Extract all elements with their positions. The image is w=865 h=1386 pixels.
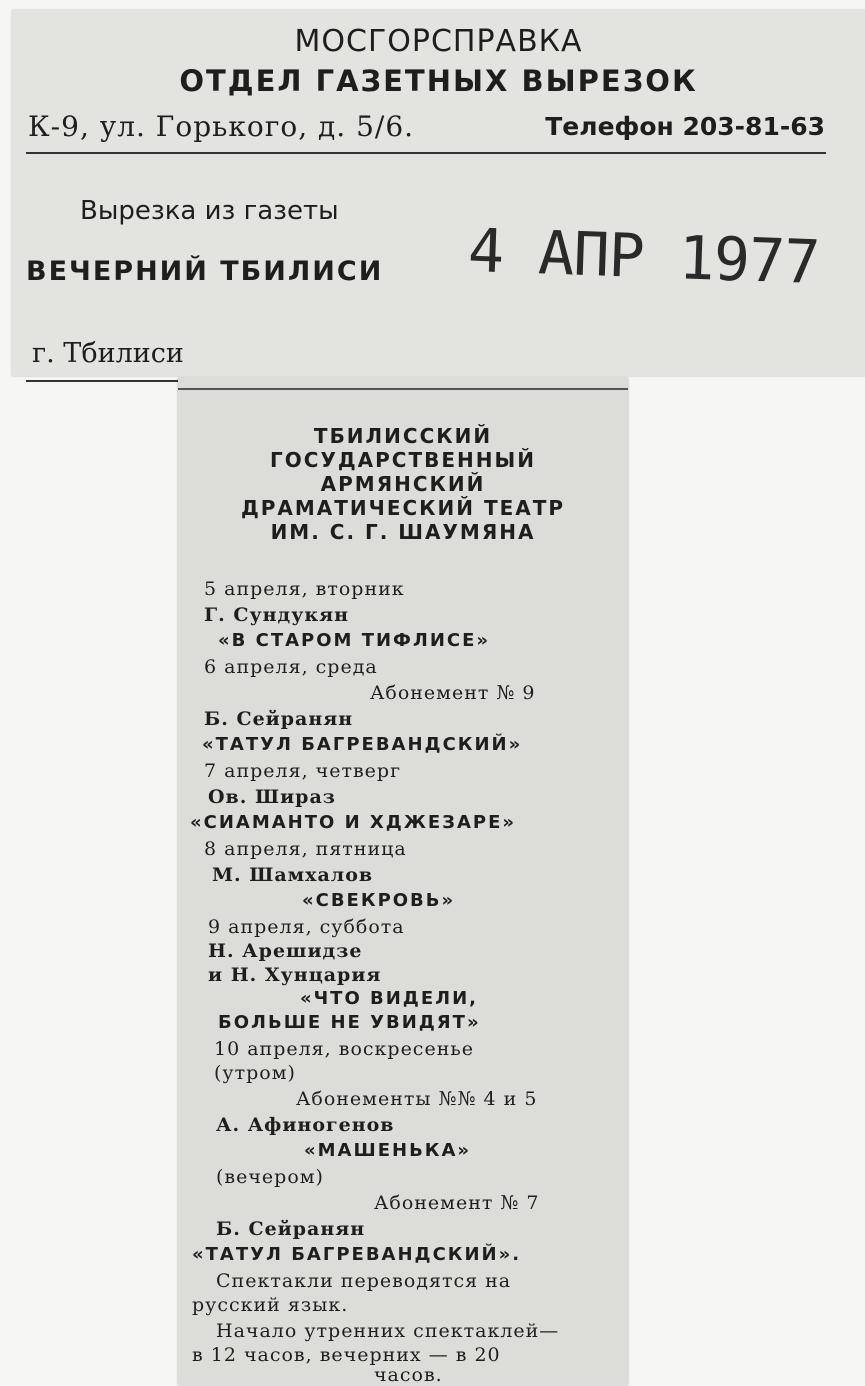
performance-time: (вечером) xyxy=(216,1166,324,1188)
play-title: «В СТАРОМ ТИФЛИСЕ» xyxy=(218,630,491,651)
playwright: Б. Сейранян xyxy=(204,708,354,730)
playwright: Г. Сундукян xyxy=(204,604,350,626)
theatre-name-line: ТБИЛИССКИЙ xyxy=(313,424,493,448)
theatre-name-line: АРМЯНСКИЙ xyxy=(320,472,486,496)
play-title: «СИАМАНТО И ХДЖЕЗАРЕ» xyxy=(190,812,516,833)
performance-date: 8 апреля, пятница xyxy=(204,838,407,860)
clipping-service-header xyxy=(12,10,865,376)
play-title: «СВЕКРОВЬ» xyxy=(302,890,456,911)
city: г. Тбилиси xyxy=(32,338,184,369)
play-title: «ЧТО ВИДЕЛИ, xyxy=(300,988,478,1009)
performance-date: 7 апреля, четверг xyxy=(204,760,402,782)
address: К-9, ул. Горького, д. 5/6. xyxy=(28,110,415,143)
performance-date: 9 апреля, суббота xyxy=(208,916,405,938)
note-line: в 12 часов, вечерних — в 20 xyxy=(192,1344,501,1366)
subscription-note: Абонементы №№ 4 и 5 xyxy=(296,1088,538,1110)
play-title: «ТАТУЛ БАГРЕВАНДСКИЙ» xyxy=(202,734,523,755)
date-stamp: 4 АПР 1977 xyxy=(466,215,821,299)
playwright: Н. Арешидзе xyxy=(208,940,363,962)
play-title: БОЛЬШЕ НЕ УВИДЯТ» xyxy=(218,1012,481,1033)
organization-name: МОСГОРСПРАВКА xyxy=(294,24,583,59)
note-line: Спектакли переводятся на xyxy=(216,1270,512,1292)
phone-number: Телефон 203-81-63 xyxy=(545,112,825,141)
department-name: ОТДЕЛ ГАЗЕТНЫХ ВЫРЕЗОК xyxy=(179,64,698,98)
play-title: «ТАТУЛ БАГРЕВАНДСКИЙ». xyxy=(192,1244,522,1265)
theatre-name xyxy=(178,424,628,544)
subscription-note: Абонемент № 9 xyxy=(370,682,536,704)
performance-date: 5 апреля, вторник xyxy=(204,578,405,600)
theatre-name-line: ИМ. С. Г. ШАУМЯНА xyxy=(270,520,536,544)
performance-date: 6 апреля, среда xyxy=(204,656,378,678)
note-line: Начало утренних спектаклей— xyxy=(216,1320,560,1342)
note-line: русский язык. xyxy=(192,1294,349,1316)
playwright: Ов. Шираз xyxy=(208,786,336,808)
playwright: Б. Сейранян xyxy=(216,1218,366,1240)
play-title: «МАШЕНЬКА» xyxy=(304,1140,472,1161)
playwright: и Н. Хунцария xyxy=(208,964,382,986)
theatre-name-line: ГОСУДАРСТВЕННЫЙ xyxy=(270,448,536,472)
note-line: часов. xyxy=(374,1364,443,1386)
header-divider xyxy=(26,152,826,154)
newspaper-name: ВЕЧЕРНИЙ ТБИЛИСИ xyxy=(26,256,384,287)
newspaper-clipping xyxy=(178,378,628,1385)
theatre-name-line: ДРАМАТИЧЕСКИЙ ТЕАТР xyxy=(240,496,566,520)
performance-time: (утром) xyxy=(214,1062,296,1084)
performance-date: 10 апреля, воскресенье xyxy=(214,1038,474,1060)
playwright: М. Шамхалов xyxy=(212,864,374,886)
cutting-label: Вырезка из газеты xyxy=(80,196,339,226)
subscription-note: Абонемент № 7 xyxy=(374,1192,540,1214)
playwright: А. Афиногенов xyxy=(216,1114,395,1136)
clipping-top-rule xyxy=(178,388,628,390)
